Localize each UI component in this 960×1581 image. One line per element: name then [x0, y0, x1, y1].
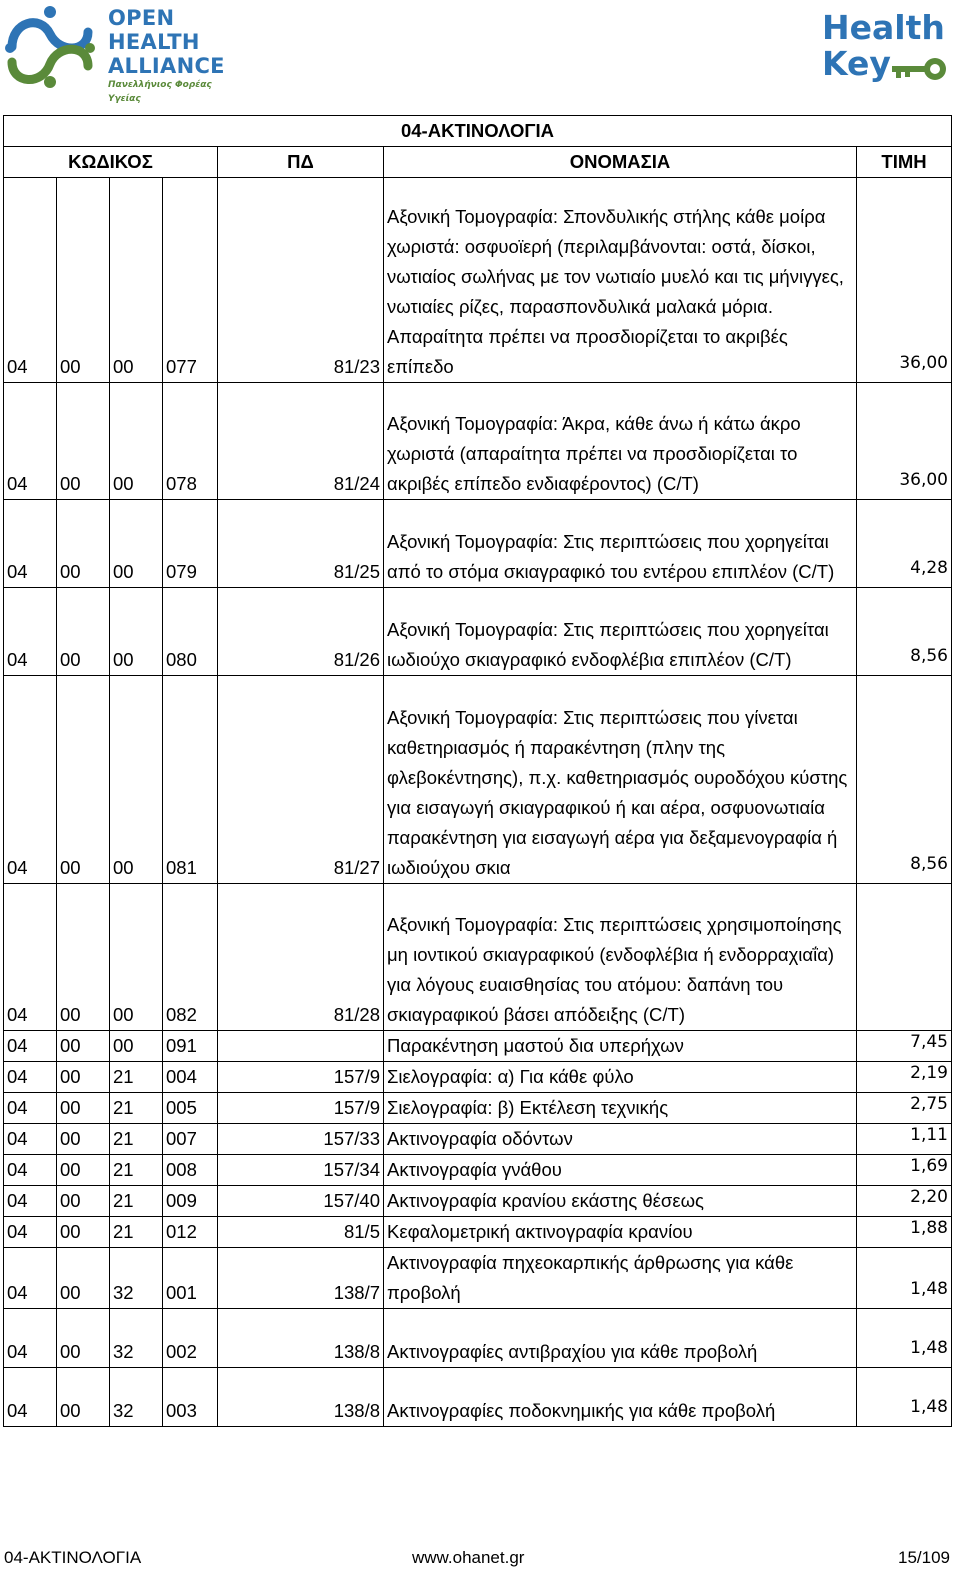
- table-row: [4, 1124, 952, 1155]
- code-part-2: 00: [57, 1309, 110, 1368]
- code-part-3: 00: [110, 383, 163, 500]
- table-row: [4, 1093, 952, 1124]
- code-part-2: 00: [57, 1186, 110, 1217]
- table-row: [4, 500, 952, 588]
- exam-description: Σιελογραφία: α) Για κάθε φύλο: [384, 1062, 857, 1093]
- table-row: [4, 1155, 952, 1186]
- exam-price: [857, 588, 952, 676]
- code-part-3: 21: [110, 1155, 163, 1186]
- logo-text-alliance: ALLIANCE: [108, 54, 225, 78]
- exam-description: Ακτινογραφίες ποδοκνημικής για κάθε προβολή: [384, 1368, 857, 1427]
- exam-description: Αξονική Τομογραφία: Σπονδυλικής στήλης κάθε μοίρα χωριστά: οσφυοϊερή (περιλαμβάνονται: οστά, δίσκοι, νωτιαίος σωλήνας με τον νωτιαίο μυελό και τις μήνιγγες, νωτιαίες ρίζες, παρασπονδυλικά μαλακά μόρια. Απαραίτητα πρέπει να προσδιορίζεται το ακριβές επίπεδο: [384, 178, 857, 383]
- oha-emblem-icon: [2, 4, 98, 90]
- oha-wordmark: [108, 6, 242, 106]
- code-part-1: 04: [4, 1155, 57, 1186]
- code-part-3: 32: [110, 1248, 163, 1309]
- table-row: [4, 1031, 952, 1062]
- table-row: [4, 588, 952, 676]
- price-value: 1,48: [910, 1397, 948, 1417]
- code-part-4: 001: [163, 1248, 218, 1309]
- exam-description: Παρακέντηση μαστού δια υπερήχων: [384, 1031, 857, 1062]
- column-header-name: ΟΝΟΜΑΣΙΑ: [384, 147, 857, 178]
- pd-reference: 157/9: [218, 1062, 384, 1093]
- column-header-price: ΤΙΜΗ: [857, 147, 952, 178]
- exam-price: [857, 1248, 952, 1309]
- pd-reference: 81/25: [218, 500, 384, 588]
- code-part-2: 00: [57, 1217, 110, 1248]
- code-part-4: 082: [163, 884, 218, 1031]
- code-part-4: 078: [163, 383, 218, 500]
- exam-description: Ακτινογραφία γνάθου: [384, 1155, 857, 1186]
- exam-description: Ακτινογραφίες αντιβραχίου για κάθε προβολή: [384, 1309, 857, 1368]
- exam-price: [857, 500, 952, 588]
- code-part-2: 00: [57, 588, 110, 676]
- price-value: 1,48: [910, 1279, 948, 1299]
- exam-description: Ακτινογραφία κρανίου εκάστης θέσεως: [384, 1186, 857, 1217]
- price-value: 4,28: [910, 558, 948, 578]
- exam-description: Κεφαλομετρική ακτινογραφία κρανίου: [384, 1217, 857, 1248]
- code-part-1: 04: [4, 500, 57, 588]
- table-row: [4, 1217, 952, 1248]
- price-value: 2,20: [910, 1187, 948, 1207]
- code-part-4: 077: [163, 178, 218, 383]
- code-part-1: 04: [4, 884, 57, 1031]
- code-part-2: 00: [57, 884, 110, 1031]
- price-value: 2,19: [910, 1063, 948, 1083]
- code-part-4: 080: [163, 588, 218, 676]
- pd-reference: 138/8: [218, 1368, 384, 1427]
- price-value: 8,56: [910, 854, 948, 874]
- price-value: 36,00: [899, 470, 948, 490]
- code-part-3: 21: [110, 1186, 163, 1217]
- table-title-row: [4, 116, 952, 147]
- radiology-price-table: [3, 115, 952, 1427]
- code-part-1: 04: [4, 1217, 57, 1248]
- exam-price: [857, 1186, 952, 1217]
- exam-description: Αξονική Τομογραφία: Στις περιπτώσεις που χορηγείται από το στόμα σκιαγραφικό του εντέρου επιπλέον (C/T): [384, 500, 857, 588]
- logo-text-health-2: Health: [822, 8, 945, 47]
- table-row: [4, 383, 952, 500]
- code-part-2: 00: [57, 1062, 110, 1093]
- code-part-3: 00: [110, 588, 163, 676]
- code-part-3: 21: [110, 1093, 163, 1124]
- code-part-2: 00: [57, 1124, 110, 1155]
- pd-reference: 157/33: [218, 1124, 384, 1155]
- footer-section: 04-ΑΚΤΙΝΟΛΟΓΙΑ: [4, 1548, 142, 1567]
- table-row: [4, 1248, 952, 1309]
- code-part-3: 00: [110, 1031, 163, 1062]
- code-part-3: 00: [110, 500, 163, 588]
- pd-reference: 81/27: [218, 676, 384, 884]
- exam-description: Αξονική Τομογραφία: Άκρα, κάθε άνω ή κάτω άκρο χωριστά (απαραίτητα πρέπει να προσδιορίζεται το ακριβές επίπεδο ενδιαφέροντος) (C/T): [384, 383, 857, 500]
- column-header-pd: ΠΔ: [218, 147, 384, 178]
- key-icon: [888, 54, 950, 84]
- footer-page-number: 15/109: [898, 1548, 950, 1567]
- code-part-1: 04: [4, 1124, 57, 1155]
- code-part-4: 004: [163, 1062, 218, 1093]
- code-part-2: 00: [57, 178, 110, 383]
- column-header-code: ΚΩΔΙΚΟΣ: [4, 147, 218, 178]
- table-body: [4, 178, 952, 1427]
- exam-price: [857, 178, 952, 383]
- exam-price: [857, 1155, 952, 1186]
- pd-reference: 157/40: [218, 1186, 384, 1217]
- code-part-1: 04: [4, 178, 57, 383]
- code-part-4: 012: [163, 1217, 218, 1248]
- code-part-1: 04: [4, 1186, 57, 1217]
- code-part-1: 04: [4, 1031, 57, 1062]
- price-value: 1,69: [910, 1156, 948, 1176]
- code-part-3: 21: [110, 1217, 163, 1248]
- code-part-2: 00: [57, 1031, 110, 1062]
- code-part-2: 00: [57, 676, 110, 884]
- code-part-2: 00: [57, 1368, 110, 1427]
- pd-reference: 81/23: [218, 178, 384, 383]
- exam-price: [857, 884, 952, 1031]
- pd-reference: 138/7: [218, 1248, 384, 1309]
- code-part-1: 04: [4, 1248, 57, 1309]
- code-part-3: 00: [110, 884, 163, 1031]
- code-part-1: 04: [4, 1093, 57, 1124]
- table-row: [4, 1309, 952, 1368]
- code-part-4: 079: [163, 500, 218, 588]
- code-part-4: 091: [163, 1031, 218, 1062]
- exam-price: [857, 1062, 952, 1093]
- code-part-1: 04: [4, 383, 57, 500]
- table-row: [4, 1368, 952, 1427]
- code-part-4: 002: [163, 1309, 218, 1368]
- health-key-logo: [822, 10, 952, 92]
- exam-price: [857, 383, 952, 500]
- code-part-1: 04: [4, 1368, 57, 1427]
- logo-text-health: HEALTH: [108, 30, 200, 54]
- code-part-3: 32: [110, 1368, 163, 1427]
- table-row: [4, 676, 952, 884]
- page-footer: [0, 1544, 960, 1570]
- table-title: 04-ΑΚΤΙΝΟΛΟΓΙΑ: [4, 116, 952, 147]
- code-part-3: 00: [110, 178, 163, 383]
- code-part-4: 007: [163, 1124, 218, 1155]
- price-value: 8,56: [910, 646, 948, 666]
- exam-description: Αξονική Τομογραφία: Στις περιπτώσεις που χορηγείται ιωδιούχο σκιαγραφικό ενδοφλέβια επιπλέον (C/T): [384, 588, 857, 676]
- exam-price: [857, 1031, 952, 1062]
- code-part-4: 005: [163, 1093, 218, 1124]
- exam-description: Ακτινογραφία πηχεοκαρπικής άρθρωσης για κάθε προβολή: [384, 1248, 857, 1309]
- table-row: [4, 178, 952, 383]
- logo-tagline: Πανελλήνιος Φορέας Υγείας: [108, 80, 212, 104]
- code-part-3: 21: [110, 1124, 163, 1155]
- price-value: 1,48: [910, 1338, 948, 1358]
- exam-description: Αξονική Τομογραφία: Στις περιπτώσεις που γίνεται καθετηριασμός ή παρακέντηση (πλην της φλεβοκέντησης), π.χ. καθετηριασμός ουροδόχου κύστης για εισαγωγή σκιαγραφικού ή και αέρα, οσφυονωτιαία παρακέντηση για εισαγωγή αέρα για δεξαμενογραφία ή ιωδιούχου σκια: [384, 676, 857, 884]
- pd-reference: 157/9: [218, 1093, 384, 1124]
- price-value: 1,88: [910, 1218, 948, 1238]
- open-health-alliance-logo: [2, 2, 242, 104]
- code-part-3: 32: [110, 1309, 163, 1368]
- exam-price: [857, 1217, 952, 1248]
- code-part-1: 04: [4, 588, 57, 676]
- code-part-4: 009: [163, 1186, 218, 1217]
- exam-price: [857, 1093, 952, 1124]
- code-part-1: 04: [4, 1309, 57, 1368]
- exam-description: Σιελογραφία: β) Εκτέλεση τεχνικής: [384, 1093, 857, 1124]
- footer-website-link[interactable]: www.ohanet.gr: [412, 1548, 525, 1567]
- exam-price: [857, 1124, 952, 1155]
- exam-price: [857, 1368, 952, 1427]
- logo-text-open: OPEN: [108, 6, 175, 30]
- table-header-row: [4, 147, 952, 178]
- code-part-2: 00: [57, 1155, 110, 1186]
- code-part-4: 003: [163, 1368, 218, 1427]
- pd-reference: 157/34: [218, 1155, 384, 1186]
- table-row: [4, 1062, 952, 1093]
- pd-reference: 138/8: [218, 1309, 384, 1368]
- code-part-4: 008: [163, 1155, 218, 1186]
- code-part-4: 081: [163, 676, 218, 884]
- exam-description: Αξονική Τομογραφία: Στις περιπτώσεις χρησιμοποίησης μη ιοντικού σκιαγραφικού (ενδοφλέβια ή ενδορραχιαΐα) για λόγους ευαισθησίας του ατόμου: δαπάνη του σκιαγραφικού βάσει απόδειξης (C/T): [384, 884, 857, 1031]
- pd-reference: [218, 1031, 384, 1062]
- exam-price: [857, 676, 952, 884]
- logo-text-key: Key: [822, 44, 891, 83]
- code-part-2: 00: [57, 500, 110, 588]
- code-part-3: 21: [110, 1062, 163, 1093]
- exam-price: [857, 1309, 952, 1368]
- code-part-1: 04: [4, 676, 57, 884]
- code-part-3: 00: [110, 676, 163, 884]
- code-part-2: 00: [57, 1248, 110, 1309]
- pd-reference: 81/5: [218, 1217, 384, 1248]
- pd-reference: 81/26: [218, 588, 384, 676]
- table-row: [4, 1186, 952, 1217]
- exam-description: Ακτινογραφία οδόντων: [384, 1124, 857, 1155]
- code-part-2: 00: [57, 1093, 110, 1124]
- pd-reference: 81/28: [218, 884, 384, 1031]
- code-part-1: 04: [4, 1062, 57, 1093]
- price-value: 2,75: [910, 1094, 948, 1114]
- table-row: [4, 884, 952, 1031]
- price-value: 36,00: [899, 353, 948, 373]
- price-value: 1,11: [910, 1125, 948, 1145]
- code-part-2: 00: [57, 383, 110, 500]
- price-value: 7,45: [910, 1032, 948, 1052]
- pd-reference: 81/24: [218, 383, 384, 500]
